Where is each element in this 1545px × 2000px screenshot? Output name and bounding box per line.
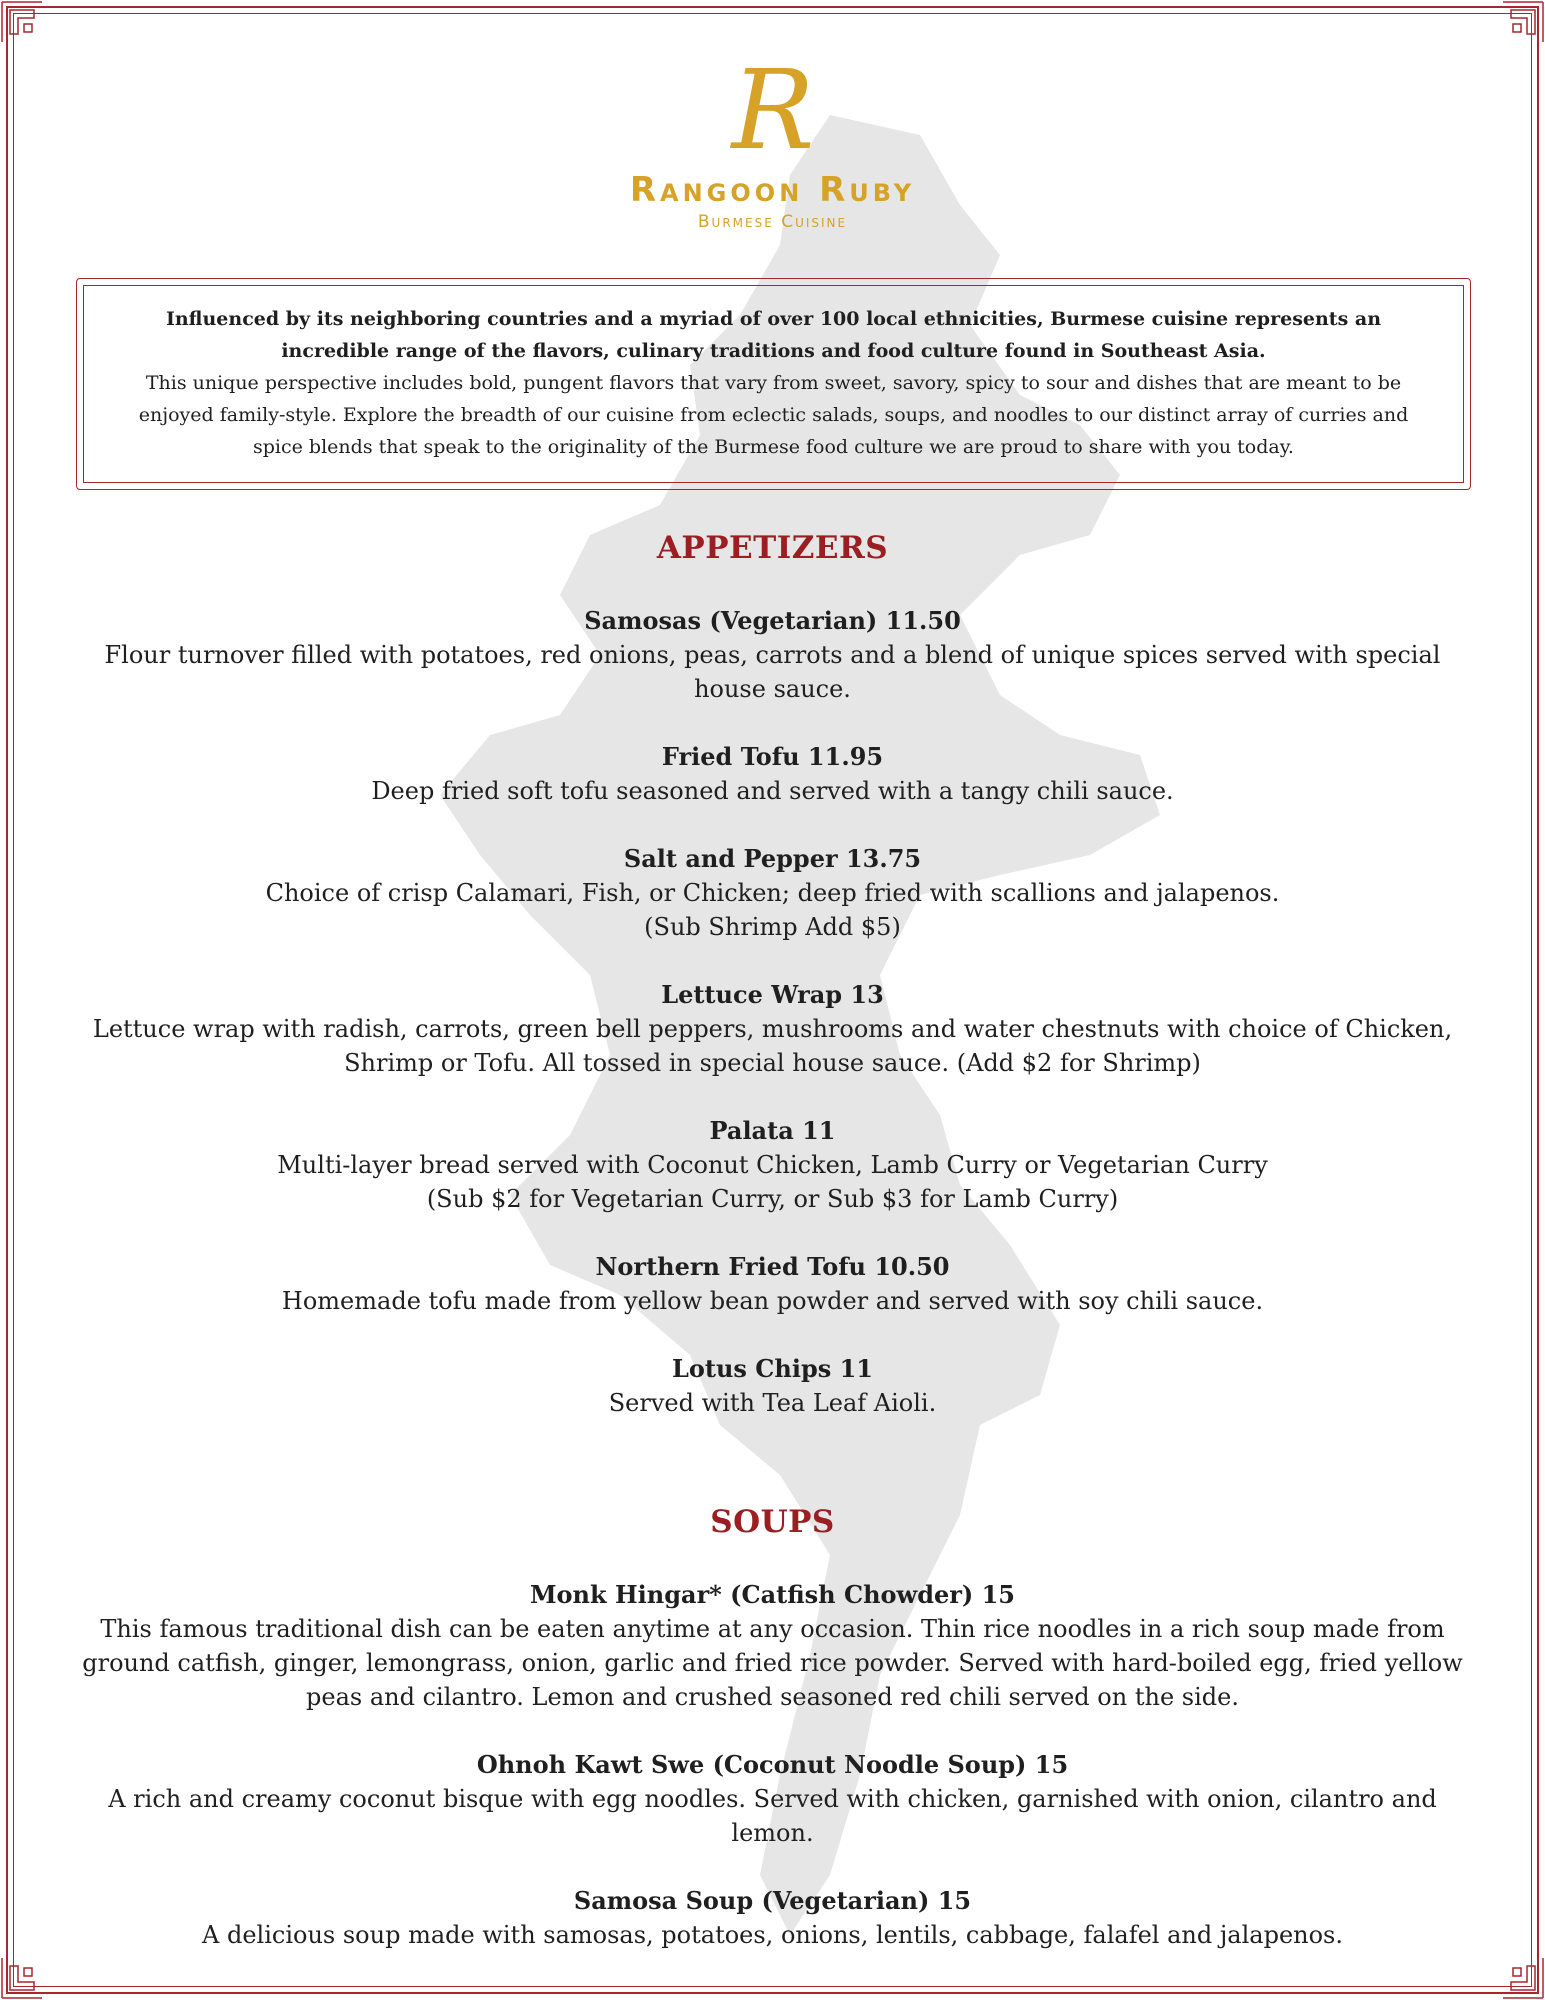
item-description: Homemade tofu made from yellow bean powder and served with soy chili sauce. — [281, 1287, 1264, 1315]
intro-text — [117, 303, 1430, 463]
corner-ornament-icon — [1501, 0, 1545, 44]
menu-item — [80, 842, 1465, 944]
item-name: Fried Tofu 11.95 — [661, 742, 884, 771]
menu-item — [80, 604, 1465, 706]
svg-text:R: R — [731, 52, 814, 164]
section-soups — [80, 1504, 1465, 1952]
menu-item — [80, 1578, 1465, 1714]
item-description-note: (Sub $2 for Vegetarian Curry, or Sub $3 for Lamb Curry) — [426, 1185, 1119, 1213]
menu-item — [80, 1884, 1465, 1952]
menu-item — [80, 1250, 1465, 1318]
item-name: Ohnoh Kawt Swe (Coconut Noodle Soup) 15 — [476, 1750, 1069, 1779]
corner-ornament-icon — [0, 0, 44, 44]
section-title: APPETIZERS — [656, 530, 889, 566]
monogram-r-icon — [713, 52, 833, 164]
intro-box — [76, 278, 1471, 490]
item-description: Lettuce wrap with radish, carrots, green bell peppers, mushrooms and water chestnuts with choice of Chicken, Shrimp or Tofu. All tossed in special house sauce. (Add $2 for Shrimp) — [92, 1015, 1453, 1077]
menu-item — [80, 740, 1465, 808]
item-name: Monk Hingar* (Catfish Chowder) 15 — [529, 1580, 1015, 1609]
menu-item — [80, 978, 1465, 1080]
item-name: Palata 11 — [709, 1116, 836, 1145]
section-appetizers — [80, 530, 1465, 1420]
menu-item — [80, 1748, 1465, 1850]
item-description: Served with Tea Leaf Aioli. — [608, 1389, 937, 1417]
menu-content — [80, 530, 1465, 1986]
item-name: Lotus Chips 11 — [672, 1354, 873, 1383]
item-description: A delicious soup made with samosas, potatoes, onions, lentils, cabbage, falafel and jalapenos. — [202, 1921, 1343, 1949]
intro-body-text: This unique perspective includes bold, pungent flavors that vary from sweet, savory, spicy to sour and dishes that are meant to be enjoyed family-style. Explore the breadth of our cuisine from eclectic salads, soups, and noodles to our distinct array of curries and spice blends that speak to the originality of the Burmese food culture we are proud to share with you today. — [138, 372, 1409, 458]
item-description-note: (Sub Shrimp Add $5) — [644, 913, 901, 941]
restaurant-logo — [0, 52, 1545, 232]
item-description: Deep fried soft tofu seasoned and served with a tangy chili sauce. — [371, 777, 1174, 805]
item-name: Samosas (Vegetarian) 11.50 — [584, 606, 961, 635]
item-name: Northern Fried Tofu 10.50 — [595, 1252, 950, 1281]
item-name: Salt and Pepper 13.75 — [623, 844, 922, 873]
item-description: Multi-layer bread served with Coconut Chicken, Lamb Curry or Vegetarian Curry — [277, 1151, 1268, 1179]
section-title: SOUPS — [710, 1504, 835, 1540]
item-description: A rich and creamy coconut bisque with egg noodles. Served with chicken, garnished with onion, cilantro and lemon. — [108, 1785, 1437, 1847]
restaurant-tagline: Burmese Cuisine — [697, 212, 848, 232]
menu-item — [80, 1114, 1465, 1216]
corner-ornament-icon — [1501, 1956, 1545, 2000]
restaurant-name: Rangoon Ruby — [629, 170, 916, 210]
item-description: Choice of crisp Calamari, Fish, or Chicken; deep fried with scallions and jalapenos. — [265, 879, 1280, 907]
item-name: Lettuce Wrap 13 — [661, 980, 884, 1009]
item-name: Samosa Soup (Vegetarian) 15 — [573, 1886, 972, 1915]
item-description: This famous traditional dish can be eaten anytime at any occasion. Thin rice noodles in a rich soup made from ground catfish, ginger, lemongrass, onion, garlic and fried rice powder. Served with hard-boiled egg, fried yellow peas and cilantro. Lemon and crushed seasoned red chili served on the side. — [82, 1615, 1463, 1711]
intro-bold-text: Influenced by its neighboring countries and a myriad of over 100 local ethnicities, Burmese cuisine represents an incredible range of the flavors, culinary traditions and food culture found in Southeast Asia. — [165, 308, 1382, 362]
item-description: Flour turnover filled with potatoes, red onions, peas, carrots and a blend of unique spices served with special house sauce. — [104, 641, 1441, 703]
menu-item — [80, 1352, 1465, 1420]
corner-ornament-icon — [0, 1956, 44, 2000]
section-spacer — [80, 1454, 1465, 1504]
